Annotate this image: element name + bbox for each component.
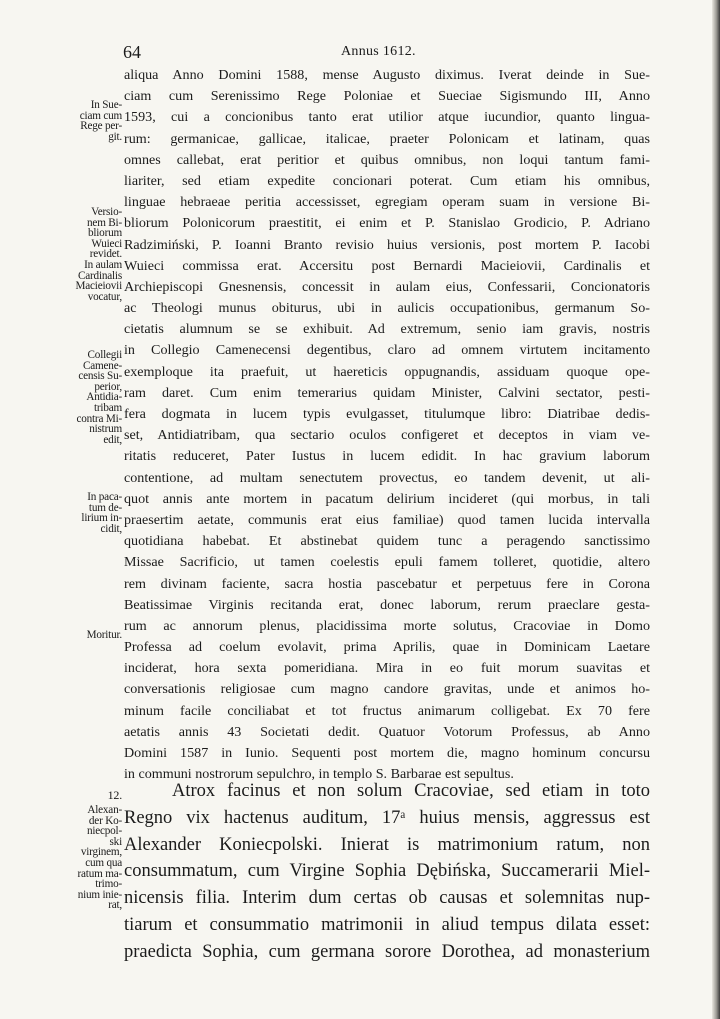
- margin-note-versio: Versio- nem Bi- bliorum Wuieci revidet. In aulam Cardinalis Macieiovii vocatur,: [75, 206, 122, 303]
- section-12-text: [124, 778, 650, 966]
- text-line: consummatum, cum Virgine Sophia Dębińska, Succamerarii Miel-: [124, 861, 650, 882]
- margin-note-suecia: In Sue- ciam cum Rege per- git.: [79, 99, 122, 143]
- text-line: rum: germanicae, gallicae, italicae, praeter Polonicam et latinam, quas: [124, 130, 650, 147]
- text-line: liariter, sed etiam expedite concionari poterat. Cum etiam his omnibus,: [124, 172, 650, 189]
- text-line: bliorum Polonicorum praestitit, ei enim et P. Stanislao Grodicio, P. Adriano: [124, 215, 650, 232]
- text-line: inciderat, hora sexta pomeridiana. Mira in eo fuit morum suavitas et: [124, 660, 650, 677]
- text-line: set, Antidiatribam, qua sectario oculos configeret et deceptos in viam ve-: [124, 427, 650, 444]
- running-head: Annus 1612.: [341, 44, 416, 59]
- page-number: 64: [123, 42, 141, 62]
- text-line: ram daret. Cum enim temerarius quidam Minister, Calvini sectator, pesti-: [124, 384, 650, 401]
- text-line: aetatis annis 43 Societati dedit. Quatuor Votorum Professus, ab Anno: [124, 723, 650, 740]
- text-line: in communi nostrorum sepulchro, in templo S. Barbarae est sepultus.: [124, 766, 514, 783]
- margin-note-alexander: Alexan- der Ko- niecpol- ski virginem, cum qua ratum ma- trimo- nium inie- rat,: [77, 804, 122, 912]
- text-line: aliqua Anno Domini 1588, mense Augusto diximus. Iverat deinde in Sue-: [124, 67, 650, 83]
- text-line: Regno vix hactenus auditum, 17ᵃ huius mensis, aggressus est: [124, 807, 650, 828]
- text-line: Archiepiscopi Gnesnensis, concessit in aulam eius, Confessarii, Concionatoris: [124, 278, 650, 295]
- text-line: minum facile conciliabat et tot fructus animarum colligebat. Ex 70 fere: [124, 702, 650, 719]
- text-line: in Collegio Camenecensi degentibus, claro ad omnem virtutem incitamento: [124, 342, 650, 359]
- text-line: contentione, ad multam senectutem provectus, eo tandem devenit, ut ali-: [124, 469, 650, 486]
- section-number: 12.: [107, 788, 122, 802]
- text-line: quot annis ante mortem in pacatum delirium incideret (qui morbus, in tali: [124, 490, 650, 507]
- text-line: nicensis filia. Interim dum certas ob causas et solemnitas nup-: [124, 888, 650, 909]
- text-line: praesertim aetate, communis erat eius familiae) quod tamen lucida intervalla: [124, 511, 650, 528]
- text-line: fera dogmata in lucem typis evulgasset, titulumque libro: Diatribae dedis-: [124, 406, 650, 422]
- text-line: quotidiana habebat. Et abstinebat quidem tunc a peragendo sanctissimo: [124, 533, 650, 550]
- text-line: omnes callebat, erat peritior et quibus omnibus, non loqui tantum fami-: [124, 151, 650, 168]
- text-line: Alexander Koniecpolski. Inierat is matrimonium ratum, non: [124, 834, 650, 855]
- text-line: Missae Sacrificio, ut tamen coelestis epuli famem tolleret, quotidie, altero: [124, 554, 650, 571]
- margin-note-moritur: Moritur.: [86, 629, 122, 641]
- margin-note-collegii: Collegii Camene- censis Su- perior, Antidia- tribam contra Mi- nistrum edit,: [76, 349, 122, 446]
- text-line: conversationis religiosae cum magno candore gravitas, unde et animos ho-: [124, 681, 650, 698]
- page-binding-edge: [712, 0, 720, 1019]
- text-line: Radzimiński, P. Ioanni Branto revisio huius versionis, post mortem P. Iacobi: [124, 236, 650, 253]
- text-line: ciam cum Serenissimo Rege Poloniae et Sueciae Sigismundo III, Anno: [124, 88, 650, 105]
- text-line: Atrox facinus et non solum Cracoviae, sed etiam in toto: [172, 781, 650, 801]
- text-line: Professa ad coelum evolavit, prima Aprilis, quae in Dominicam Laetare: [124, 639, 650, 656]
- text-line: ac Theologi munus obiturus, ubi in aulicis occupationibus, germanum So-: [124, 300, 650, 317]
- text-line: Wuieci commissa erat. Accersitu post Bernardi Macieiovii, Cardinalis et: [124, 257, 650, 274]
- text-line: praedicta Sophia, cum germana sorore Dorothea, ad monasterium: [124, 941, 650, 962]
- body-text: [124, 65, 650, 785]
- margin-note-delirium: In paca- tum de- lirium in- cidit,: [81, 491, 122, 535]
- text-line: rum ac annorum plenus, placidissima morte solutus, Cracoviae in Domo: [124, 617, 650, 634]
- text-line: exemploque ita praefuit, ut haereticis oppugnandis, assiduam quoque ope-: [124, 363, 650, 380]
- text-line: tiarum et consummatio matrimonii in aliud tempus dilata esset:: [124, 914, 650, 935]
- text-line: 1593, cui a concionibus tanto erat utilior atque iucundior, quanto lingua-: [124, 109, 650, 126]
- page-header: [0, 42, 720, 64]
- text-line: Domini 1587 in Iunio. Sequenti post mortem die, magno hominum concursu: [124, 745, 650, 761]
- text-line: cietatis alumnum se se exhibuit. Ad extremum, senio iam gravis, nostris: [124, 321, 650, 338]
- text-line: rem divinam faciente, sacra hostia pascebatur et perpetuus fere in Corona: [124, 575, 650, 592]
- text-line: ritatis reduceret, Pater Iustus in lucem edidit. In hac gravium laborum: [124, 448, 650, 465]
- text-line: Beatissimae Virginis recitanda erat, donec laborum, rerum praeclare gesta-: [124, 596, 650, 613]
- text-line: linguae hebraeae peritia accessisset, egregiam operam suam in versione Bi-: [124, 194, 650, 211]
